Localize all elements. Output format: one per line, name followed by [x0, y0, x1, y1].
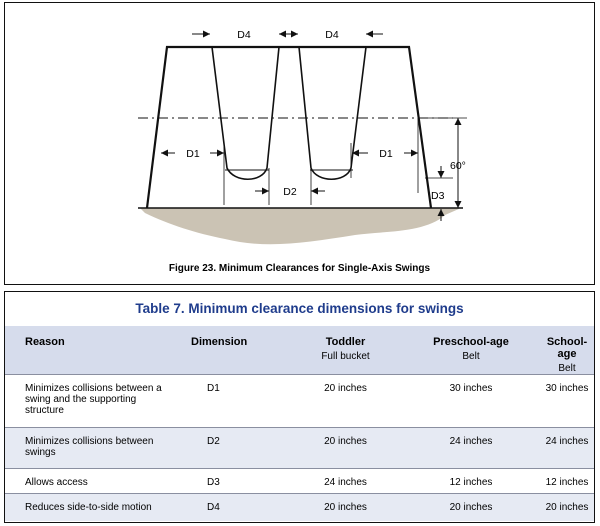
cell-dimension: D4	[207, 502, 220, 513]
left-swing	[212, 47, 279, 179]
height-label: 60°	[450, 160, 466, 172]
table-title: Table 7. Minimum clearance dimensions for swings	[135, 301, 464, 316]
clearance-table	[5, 326, 594, 521]
table-row	[5, 428, 594, 469]
table-panel	[4, 291, 595, 523]
cell-dimension: D1	[207, 383, 220, 394]
header-preschool-title: Preschool-age	[433, 336, 509, 348]
header-school-sub: Belt	[558, 363, 576, 374]
swing-frame	[147, 47, 431, 208]
figure-caption: Figure 23. Minimum Clearances for Single-Axis Swings	[168, 263, 431, 274]
cell-preschool: 12 inches	[449, 477, 493, 488]
cell-toddler: 20 inches	[324, 383, 367, 394]
d1-left-label: D1	[186, 148, 200, 160]
table-row	[5, 375, 594, 428]
figure-panel	[4, 2, 595, 285]
cell-school: 30 inches	[545, 383, 589, 394]
cell-reason: Minimizes collisions between a swing and the supporting structure	[25, 383, 162, 416]
cell-dimension: D3	[207, 477, 220, 488]
header-toddler-title: Toddler	[325, 336, 366, 348]
cell-toddler: 24 inches	[324, 477, 367, 488]
cell-school: 24 inches	[545, 436, 589, 447]
right-swing	[299, 47, 366, 179]
cell-reason: Reduces side-to-side motion	[25, 502, 152, 513]
swing-clearance-diagram	[5, 3, 596, 286]
cell-preschool: 30 inches	[449, 383, 493, 394]
cell-toddler: 20 inches	[324, 436, 367, 447]
d4-left-label: D4	[237, 29, 251, 41]
cell-school: 20 inches	[545, 502, 589, 513]
d2-label: D2	[283, 186, 297, 198]
cell-reason: Allows access	[25, 477, 88, 488]
header-reason: Reason	[25, 336, 65, 348]
d4-right-label: D4	[325, 29, 339, 41]
cell-preschool: 20 inches	[449, 502, 493, 513]
cell-school: 12 inches	[545, 477, 589, 488]
table-header-row	[5, 326, 594, 375]
cell-reason: Minimizes collisions between swings	[25, 436, 154, 458]
table-row	[5, 494, 594, 522]
header-school	[540, 326, 594, 375]
header-dimension: Dimension	[191, 336, 248, 348]
table-row	[5, 469, 594, 494]
header-toddler-sub: Full bucket	[321, 351, 370, 362]
ground-shape	[140, 208, 461, 244]
header-preschool-sub: Belt	[462, 351, 480, 362]
header-toddler	[289, 326, 402, 375]
d3-label: D3	[431, 190, 445, 202]
cell-preschool: 24 inches	[449, 436, 493, 447]
header-school-title: School-age	[546, 336, 588, 360]
cell-toddler: 20 inches	[324, 502, 367, 513]
header-preschool	[402, 326, 540, 375]
d1-right-label: D1	[379, 148, 393, 160]
cell-dimension: D2	[207, 436, 220, 447]
